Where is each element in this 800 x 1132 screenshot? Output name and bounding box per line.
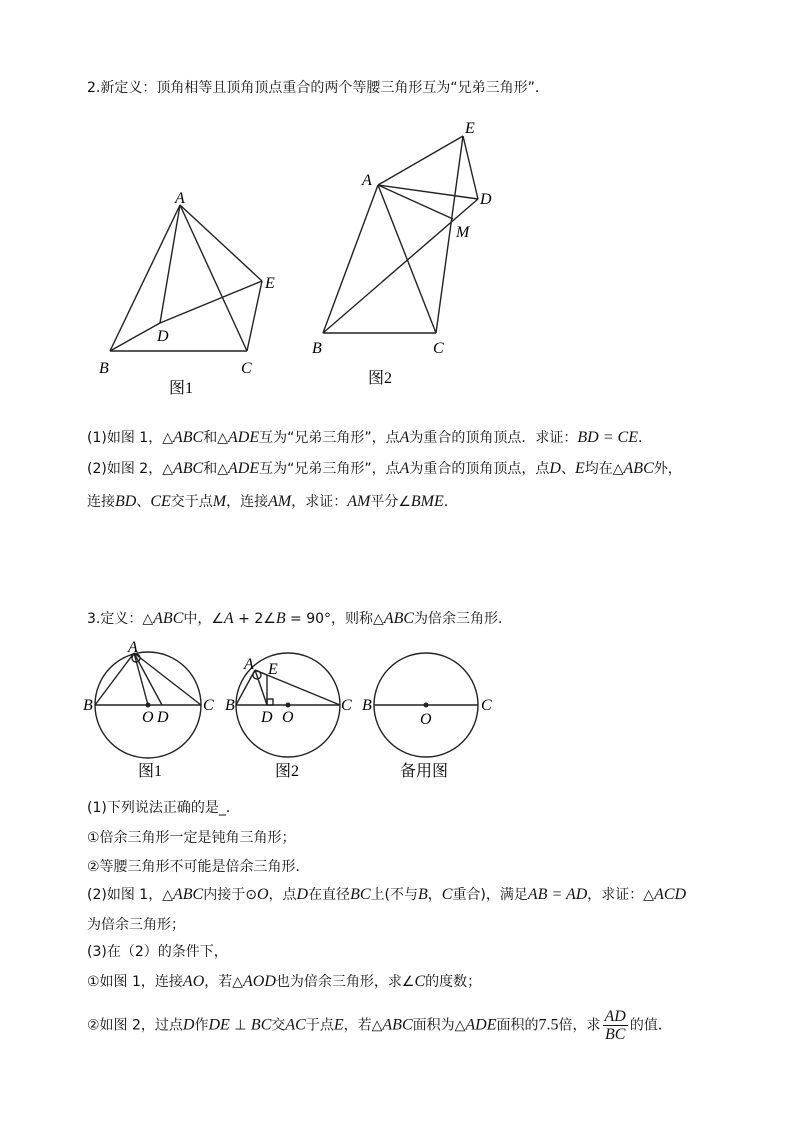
p3-question-3: (3)在（2）的条件下，	[87, 944, 228, 960]
point-e-label: E	[465, 120, 475, 137]
segment-ab	[95, 653, 134, 705]
segment-ab	[110, 205, 180, 351]
segment-bd	[323, 199, 478, 333]
point-b-label: B	[225, 697, 235, 714]
figure-caption: 图1	[138, 763, 163, 780]
segment-ac	[180, 205, 247, 351]
point-c-label: C	[481, 697, 492, 714]
point-o-label: O	[282, 709, 294, 726]
segment-de	[463, 136, 478, 199]
segment-ae	[378, 136, 463, 185]
point-b-label: B	[312, 340, 322, 357]
p3-figure-1	[80, 638, 220, 783]
segment-ao	[134, 653, 148, 705]
p2-question-2-cont: 连接BD、CE交于点M，连接AM，求证：AM平分∠BME.	[87, 493, 449, 510]
p3-question-2: (2)如图 1，△ABC内接于⊙O，点D在直径BC上(不与B，C重合)，满足AB = AD，求证：△ACD	[87, 886, 687, 903]
point-o-label: O	[420, 711, 432, 728]
p3-question-2-cont: 为倍余三角形；	[87, 917, 185, 933]
point-a-label: A	[128, 639, 138, 656]
segment-ab	[323, 185, 378, 333]
point-a-label: A	[244, 656, 254, 673]
p3-question-1: (1)下列说法正确的是_．	[87, 800, 240, 816]
segment-ac	[134, 653, 201, 705]
point-c-label: C	[203, 697, 214, 714]
segment-ce	[247, 281, 262, 351]
point-d-label: D	[261, 709, 273, 726]
segment-ad	[160, 205, 180, 323]
point-o-label: O	[142, 709, 154, 726]
figure-caption: 图2	[368, 370, 393, 387]
segment-bd	[110, 323, 160, 351]
p2-figure-1	[95, 185, 295, 405]
p3-figure-spare	[362, 638, 495, 783]
problem-3-intro: 3.定义：△ABC中，∠A + 2∠B = 90°，则称△ABC为倍余三角形．	[87, 610, 513, 627]
figure-caption: 图1	[169, 380, 194, 397]
p3-statement-1: ①倍余三角形一定是钝角三角形；	[87, 830, 296, 846]
problem-2-intro: 2.新定义：顶角相等且顶角顶点重合的两个等腰三角形互为“兄弟三角形”．	[87, 80, 549, 96]
p3-statement-2: ②等腰三角形不可能是倍余三角形．	[87, 859, 310, 875]
point-e-label: E	[268, 661, 278, 678]
segment-de	[160, 281, 262, 323]
point-b-label: B	[83, 697, 93, 714]
p3-question-3a: ①如图 1，连接AO，若△AOD也为倍余三角形，求∠C的度数；	[87, 973, 482, 990]
segment-ae	[180, 205, 262, 281]
fraction-ad-over-bc: $\frac{AD}{BC}$	[604, 1008, 626, 1043]
point-b-label: B	[99, 360, 109, 377]
point-a-label: A	[175, 190, 185, 207]
figure-caption: 图2	[275, 763, 300, 780]
figure-caption: 备用图	[400, 763, 449, 780]
p3-figure-2	[225, 638, 365, 783]
point-a-label: A	[362, 172, 372, 189]
point-c-label: C	[433, 340, 444, 357]
point-e-label: E	[265, 275, 275, 292]
point-d-label: D	[157, 328, 169, 345]
p2-figure-2	[310, 115, 510, 395]
p2-question-1: (1)如图 1，△ABC和△ADE互为“兄弟三角形”，点A为重合的顶角顶点．求证：BD = CE.	[87, 429, 643, 446]
point-d-label: D	[157, 709, 169, 726]
point-c-label: C	[241, 360, 252, 377]
point-d-label: D	[480, 191, 492, 208]
p2-question-2: (2)如图 2，△ABC和△ADE互为“兄弟三角形”，点A为重合的顶角顶点，点D、E均在△ABC外，	[87, 460, 682, 477]
p3-question-3b: ②如图 2，过点D作DE ⊥ BC交AC于点E，若△ABC面积为△ADE面积的7.5倍，求 $\frac{AD}{BC}$ 的值．	[87, 1008, 672, 1043]
point-m-label: M	[456, 224, 470, 241]
point-c-label: C	[341, 697, 352, 714]
point-b-label: B	[362, 697, 372, 714]
